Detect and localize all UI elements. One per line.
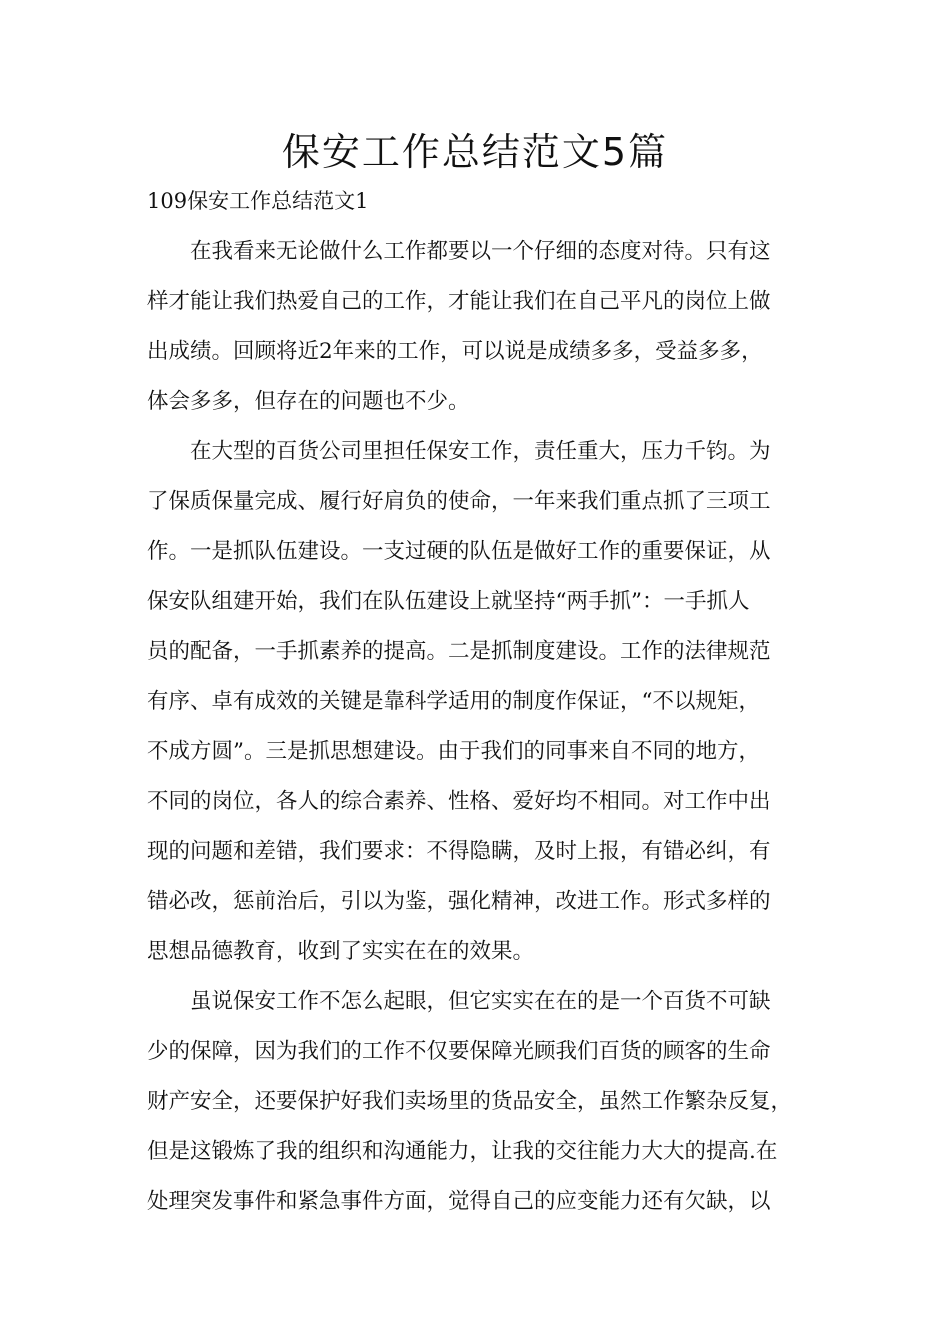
paragraph-2-line-6: 有序、卓有成效的关键是靠科学适用的制度作保证，“不以规矩， bbox=[147, 689, 760, 714]
paragraph-3-line-1: 虽说保安工作不怎么起眼，但它实实在在的是一个百货不可缺 bbox=[190, 989, 771, 1014]
paragraph-1-line-2: 样才能让我们热爱自己的工作，才能让我们在自己平凡的岗位上做 bbox=[147, 289, 771, 314]
paragraph-2-line-9: 现的问题和差错，我们要求：不得隐瞒，及时上报，有错必纠，有 bbox=[147, 839, 771, 864]
paragraph-2-line-1: 在大型的百货公司里担任保安工作，责任重大，压力千钧。为 bbox=[190, 439, 771, 464]
paragraph-1-line-1: 在我看来无论做什么工作都要以一个仔细的态度对待。只有这 bbox=[190, 239, 771, 264]
paragraph-2-line-7: 不成方圆”。三是抓思想建设。由于我们的同事来自不同的地方， bbox=[147, 739, 760, 764]
paragraph-2-line-2: 了保质保量完成、履行好肩负的使命，一年来我们重点抓了三项工 bbox=[147, 489, 771, 514]
paragraph-3-line-2: 少的保障，因为我们的工作不仅要保障光顾我们百货的顾客的生命 bbox=[147, 1039, 771, 1064]
paragraph-3-line-4: 但是这锻炼了我的组织和沟通能力，让我的交往能力大大的提高.在 bbox=[147, 1139, 778, 1164]
paragraph-2-line-5: 员的配备，一手抓素养的提高。二是抓制度建设。工作的法律规范 bbox=[147, 639, 771, 664]
paragraph-2-line-10: 错必改，惩前治后，引以为鉴，强化精神，改进工作。形式多样的 bbox=[147, 889, 771, 914]
paragraph-2-line-3: 作。一是抓队伍建设。一支过硬的队伍是做好工作的重要保证，从 bbox=[147, 539, 771, 564]
document-title: 保安工作总结范文5篇 bbox=[281, 130, 669, 174]
paragraph-3-line-5: 处理突发事件和紧急事件方面，觉得自己的应变能力还有欠缺，以 bbox=[147, 1189, 771, 1214]
paragraph-2-line-4: 保安队组建开始，我们在队伍建设上就坚持“两手抓”：一手抓人 bbox=[147, 589, 750, 614]
paragraph-1-line-4: 体会多多，但存在的问题也不少。 bbox=[147, 389, 470, 414]
paragraph-1-line-3: 出成绩。回顾将近2年来的工作，可以说是成绩多多，受益多多， bbox=[147, 339, 763, 364]
section-heading: 109保安工作总结范文1 bbox=[147, 189, 369, 213]
paragraph-2-line-11: 思想品德教育，收到了实实在在的效果。 bbox=[147, 939, 535, 964]
paragraph-2-line-8: 不同的岗位，各人的综合素养、性格、爱好均不相同。对工作中出 bbox=[147, 789, 771, 814]
paragraph-3-line-3: 财产安全，还要保护好我们卖场里的货品安全，虽然工作繁杂反复， bbox=[147, 1089, 793, 1114]
